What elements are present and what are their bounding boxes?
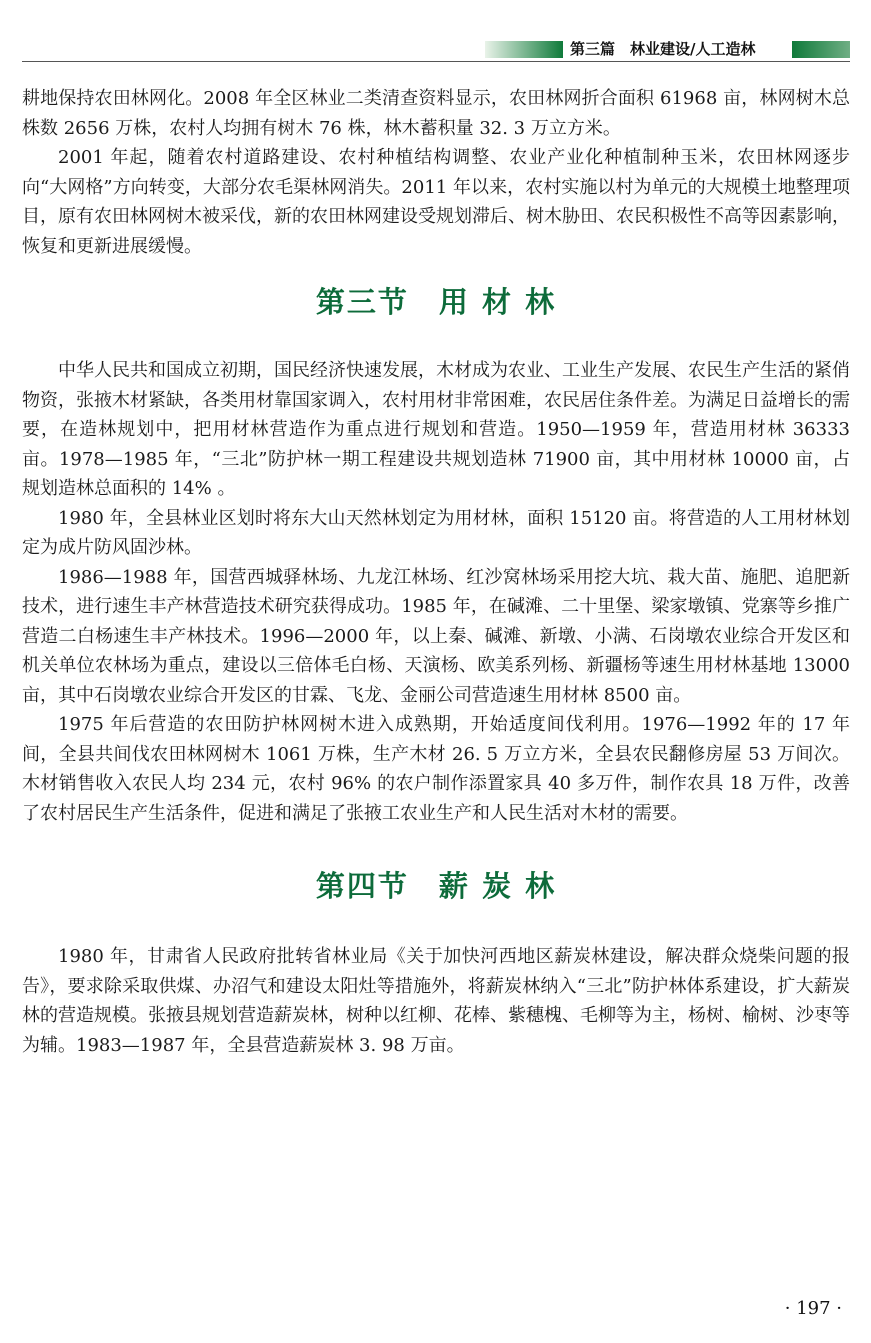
paragraph: 1980 年，甘肃省人民政府批转省林业局《关于加快河西地区薪炭林建设，解决群众烧柴问题的报告》，要求除采取供煤、办沼气和建设太阳灶等措施外，将薪炭林纳入“三北”防护林体系建设，扩大薪炭林的营造规模。张掖县规划营造薪炭林，树种以红柳、花棒、紫穗槐、毛柳等为主，杨树、榆树、沙枣等为辅。1983—1987 年，全县营造薪炭林 3. 98 万亩。	[22, 946, 850, 1056]
running-header-title: 第三篇 林业建设/人工造林	[570, 40, 756, 58]
page-number: · 197 ·	[784, 1298, 842, 1319]
page-body	[22, 84, 850, 1060]
paragraph: 1975 年后营造的农田防护林网树木进入成熟期，开始适度间伐利用。1976—1992 年的 17 年间，全县共间伐农田林网树木 1061 万株，生产木材 26. 5 万立方米，全县农民翻修房屋 53 万间次。木材销售收入农民人均 234 元，农村 96% 的农户制作添置家具 40 多万件，制作农具 18 万件，改善了农村居民生产生活条件，促进和满足了张掖工农业生产和人民生活对木材的需要。	[22, 714, 850, 824]
section-4-heading	[22, 868, 850, 904]
paragraph-continued: 耕地保持农田林网化。2008 年全区林业二类清查资料显示，农田林网折合面积 61968 亩，林网树木总株数 2656 万株，农村人均拥有树木 76 株，林木蓄积量 32. 3 万立方米。	[22, 88, 850, 139]
paragraph: 中华人民共和国成立初期，国民经济快速发展，木材成为农业、工业生产发展、农民生产生活的紧俏物资，张掖木材紧缺，各类用材靠国家调入，农村用材非常困难，农民居住条件差。为满足日益增长的需要，在造林规划中，把用材林营造作为重点进行规划和营造。1950—1959 年，营造用材林 36333 亩。1978—1985 年，“三北”防护林一期工程建设共规划造林 71900 亩，其中用材林 10000 亩，占规划造林总面积的 14% 。	[22, 360, 850, 499]
section-4-name: 薪 炭 林	[438, 869, 557, 903]
section-3-name: 用 材 林	[438, 285, 557, 319]
running-header	[22, 38, 850, 64]
paragraph: 2001 年起，随着农村道路建设、农村种植结构调整、农业产业化种植制种玉米，农田林网逐步向“大网格”方向转变，大部分农毛渠林网消失。2011 年以来，农村实施以村为单元的大规模土地整理项目，原有农田林网树木被采伐，新的农田林网建设受规划滞后、树木胁田、农民积极性不高等因素影响，恢复和更新进展缓慢。	[22, 147, 850, 257]
paragraph: 1986—1988 年，国营西城驿林场、九龙江林场、红沙窝林场采用挖大坑、栽大苗、施肥、追肥新技术，进行速生丰产林营造技术研究获得成功。1985 年，在碱滩、二十里堡、梁家墩镇、党寨等乡推广营造二白杨速生丰产林技术。1996—2000 年，以上秦、碱滩、新墩、小满、石岗墩农业综合开发区和机关单位农林场为重点，建设以三倍体毛白杨、天演杨、欧美系列杨、新疆杨等速生用材林基地 13000 亩，其中石岗墩农业综合开发区的甘霖、飞龙、金丽公司营造速生用材林 8500 亩。	[22, 566, 850, 706]
header-decoration-bar-right	[792, 41, 850, 58]
section-3-number: 第三节	[315, 285, 409, 319]
paragraph: 1980 年，全县林业区划时将东大山天然林划定为用材林，面积 15120 亩。将营造的人工用材林划定为成片防风固沙林。	[22, 507, 850, 558]
section-3-heading	[22, 284, 850, 320]
section-4-number: 第四节	[315, 869, 409, 903]
header-decoration-bar-left	[485, 41, 563, 58]
header-rule	[22, 61, 850, 62]
